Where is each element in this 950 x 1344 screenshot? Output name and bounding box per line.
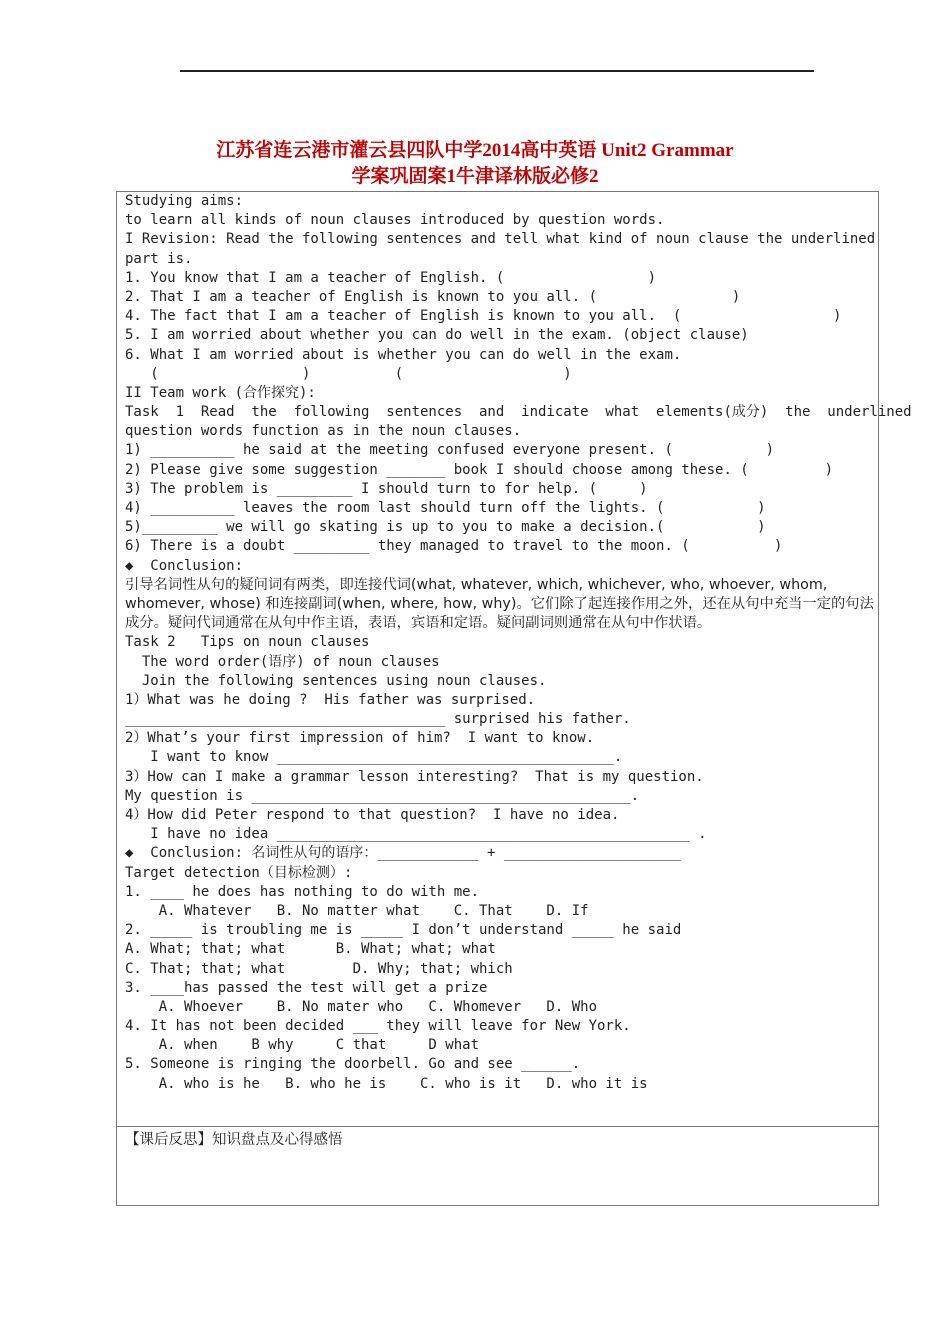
text-line: A. when B why C that D what	[125, 1037, 480, 1054]
text-line: I want to know ________________________________________.	[125, 749, 623, 766]
text-line: A. Whatever B. No matter what C. That D. If	[125, 902, 589, 919]
text-line: ◆ Conclusion: 名词性从句的语序：____________ + _____________________	[125, 845, 681, 862]
text-line: to learn all kinds of noun clauses introduced by question words.	[125, 212, 665, 229]
conclusion-paragraph: 引导名词性从句的疑问词有两类，即连接代词(what, whatever, which, whichever, who, whoever, whom, whomever, whose) 和连接副词(when, where, how, why)。它们除了起连接作用之外，还在从句中充当一定的句法成分。疑问代词通常在从句中作主语，表语，宾语和定语。疑问副词则通常在从句中作状语。	[125, 576, 874, 632]
text-line: Task 2 Tips on noun clauses	[125, 634, 370, 651]
text-line: The word order(语序) of noun clauses	[125, 653, 440, 670]
page-title-line-1: 江苏省连云港市灌云县四队中学2014高中英语 Unit2 Grammar	[216, 140, 734, 161]
reflection-label: 【课后反思】知识盘点及心得感悟	[125, 1132, 343, 1148]
text-line: 1）What was he doing ? His father was surprised.	[125, 691, 536, 708]
text-line: 1. You know that I am a teacher of English. ( )	[125, 269, 657, 286]
text-line: question words function as in the noun clauses.	[125, 423, 522, 440]
text-line: My question is _____________________________________________.	[125, 787, 640, 804]
text-line: C. That; that; what D. Why; that; which	[125, 960, 513, 977]
table-row-divider	[117, 1126, 878, 1127]
text-line: A. Whoever B. No mater who C. Whomever D. Who	[125, 998, 598, 1015]
text-line: 4) __________ leaves the room last should turn off the lights. ( )	[125, 500, 766, 516]
text-line: 4. It has not been decided ___ they will leave for New York.	[125, 1018, 631, 1035]
header-rule	[180, 70, 814, 72]
text-line: 3. ____has passed the test will get a prize	[125, 979, 488, 996]
text-line: Target detection（目标检测）:	[125, 864, 353, 881]
text-line: 6) There is a doubt _________ they managed to travel to the moon. ( )	[125, 538, 783, 555]
text-line: 1. ____ he does has nothing to do with me.	[125, 883, 480, 900]
text-line: 1) __________ he said at the meeting confused everyone present. ( )	[125, 442, 775, 459]
worksheet-content	[125, 192, 912, 1094]
text-line: 5. Someone is ringing the doorbell. Go and see ______.	[125, 1056, 581, 1073]
text-line: ______________________________________ surprised his father.	[125, 711, 631, 728]
text-line: 4. The fact that I am a teacher of English is known to you all. ( )	[125, 308, 842, 325]
text-line: Task 1 Read the following sentences and indicate what elements(成分) the underlined	[125, 404, 912, 421]
text-line: ( ) ( )	[125, 365, 572, 382]
page-title-line-2: 学案巩固案1牛津译林版必修2	[351, 166, 599, 187]
text-line: 2. _____ is troubling me is _____ I don’t understand _____ he said	[125, 922, 682, 939]
text-line: I Revision: Read the following sentences and tell what kind of noun clause the underlined	[125, 231, 876, 248]
text-line: II Team work (合作探究):	[125, 384, 316, 401]
text-line: 3）How can I make a grammar lesson interesting? That is my question.	[125, 768, 704, 785]
worksheet-table	[116, 191, 912, 1206]
text-line: Studying aims:	[125, 193, 244, 209]
text-line: 2) Please give some suggestion _______ book I should choose among these. ( )	[125, 461, 834, 478]
text-line: 3) The problem is _________ I should turn to for help. ( )	[125, 480, 648, 497]
text-line: 2）What’s your first impression of him? I want to know.	[125, 730, 595, 747]
text-line: 4）How did Peter respond to that question? I have no idea.	[125, 807, 620, 824]
text-line: A. What; that; what B. What; what; what	[125, 941, 496, 958]
text-line: 5)_________ we will go skating is up to you to make a decision.( )	[125, 519, 766, 536]
text-line: I have no idea _________________________________________________ .	[125, 826, 707, 843]
text-line: 2. That I am a teacher of English is known to you all. ( )	[125, 288, 741, 305]
text-line: Join the following sentences using noun clauses.	[125, 672, 547, 689]
text-line: 5. I am worried about whether you can do well in the exam. (object clause)	[125, 327, 749, 344]
text-line: part is.	[125, 250, 193, 267]
text-line: ◆ Conclusion:	[125, 557, 244, 574]
text-line: 6. What I am worried about is whether you can do well in the exam.	[125, 346, 682, 363]
text-line: A. who is he B. who he is C. who is it D. who it is	[125, 1075, 648, 1092]
